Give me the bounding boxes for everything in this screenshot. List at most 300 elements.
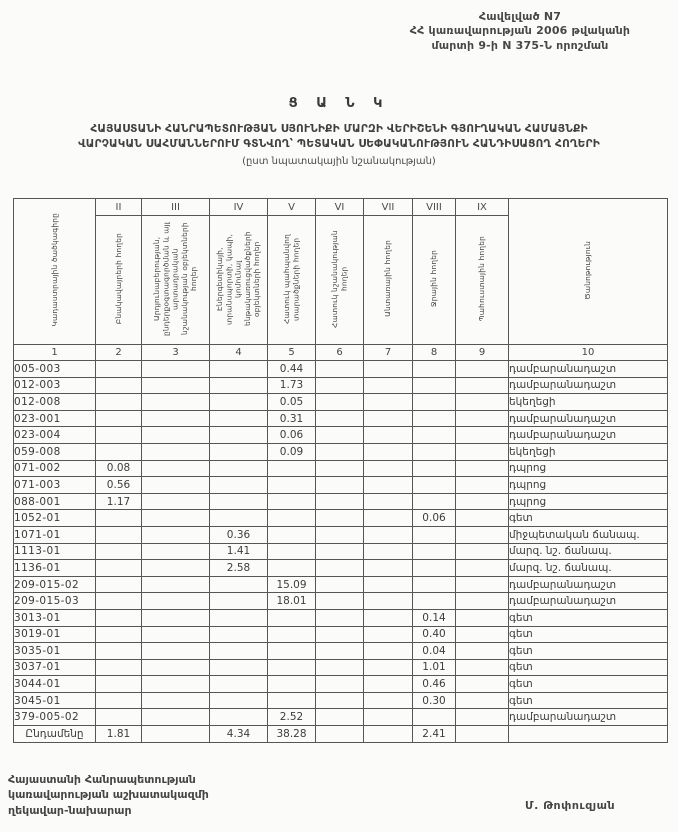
roman-numeral-IX: IX: [456, 199, 509, 216]
roman-numeral-VIII: VIII: [413, 199, 456, 216]
cell-value-col9: [456, 543, 509, 560]
cell-value-col8: 0.04: [413, 643, 456, 660]
cell-value-col9: [456, 477, 509, 494]
cell-note: դամբարանադաշտ: [509, 576, 668, 593]
cell-value-col2: [96, 394, 142, 411]
roman-numeral-V: V: [268, 199, 316, 216]
cell-note: դպրոց: [509, 460, 668, 477]
cell-code: 1136-01: [14, 560, 96, 577]
cell-value-col7: [364, 477, 413, 494]
cell-code: 3035-01: [14, 643, 96, 660]
cell-note: գետ: [509, 676, 668, 693]
cell-note: դամբարանադաշտ: [509, 361, 668, 378]
cell-value-col7: [364, 493, 413, 510]
table-body: [14, 361, 668, 743]
cell-value-col8: 0.14: [413, 609, 456, 626]
cell-value-col4: [210, 659, 268, 676]
column-header-9-label: Պահուստային հողեր: [477, 235, 487, 322]
table-row: [14, 460, 668, 477]
table-row: [14, 394, 668, 411]
total-value-col4: 4.34: [210, 726, 268, 743]
table-row: [14, 676, 668, 693]
cell-value-col9: [456, 609, 509, 626]
cell-code: 209-015-03: [14, 593, 96, 610]
cell-value-col7: [364, 510, 413, 527]
land-parcel-table: [13, 198, 668, 743]
subtitle-line-1: ՀԱՅԱՍՏԱՆԻ ՀԱՆՐԱՊԵՏՈՒԹՅԱՆ ՍՅՈՒՆԻՔԻ ՄԱՐԶԻ ՎԵՐԻՇԵՆԻ ԳՅՈՒՂԱԿԱՆ ՀԱՄԱՅՆՔԻ: [90, 123, 588, 135]
cell-value-col6: [316, 709, 364, 726]
cell-value-col8: [413, 361, 456, 378]
cell-value-col9: [456, 394, 509, 411]
cell-value-col9: [456, 709, 509, 726]
column-header-3: [142, 216, 210, 345]
cell-value-col5: [268, 526, 316, 543]
table-row: [14, 576, 668, 593]
roman-numeral-VI: VI: [316, 199, 364, 216]
cell-value-col3: [142, 510, 210, 527]
cell-note: գետ: [509, 643, 668, 660]
cell-value-col7: [364, 659, 413, 676]
cell-value-col3: [142, 394, 210, 411]
cell-note: միջպետական ճանապ.: [509, 526, 668, 543]
table-row: [14, 609, 668, 626]
cell-value-col3: [142, 560, 210, 577]
cell-value-col9: [456, 510, 509, 527]
column-number-8: 8: [413, 345, 456, 361]
cell-value-col7: [364, 410, 413, 427]
cell-code: 1071-01: [14, 526, 96, 543]
cell-value-col7: [364, 560, 413, 577]
column-number-7: 7: [364, 345, 413, 361]
total-value-col2: 1.81: [96, 726, 142, 743]
roman-numeral-II: II: [96, 199, 142, 216]
cell-code: 071-003: [14, 477, 96, 494]
cell-value-col8: [413, 394, 456, 411]
cell-value-col8: 0.30: [413, 692, 456, 709]
table-row: [14, 510, 668, 527]
cell-value-col5: 0.05: [268, 394, 316, 411]
table-row: [14, 593, 668, 610]
cell-value-col3: [142, 609, 210, 626]
cell-value-col6: [316, 361, 364, 378]
cell-note: գետ: [509, 609, 668, 626]
roman-numeral-VII: VII: [364, 199, 413, 216]
cell-note: գետ: [509, 659, 668, 676]
cell-value-col7: [364, 692, 413, 709]
cell-value-col9: [456, 560, 509, 577]
column-header-1: [14, 199, 96, 345]
cell-code: 071-002: [14, 460, 96, 477]
cell-value-col7: [364, 593, 413, 610]
cell-value-col4: [210, 477, 268, 494]
appendix-number: Հավելված N7: [478, 10, 562, 23]
total-label: Ընդամենը: [14, 726, 96, 743]
header-roman-row: [14, 199, 668, 216]
cell-value-col5: [268, 643, 316, 660]
cell-value-col7: [364, 626, 413, 643]
cell-value-col2: [96, 510, 142, 527]
cell-value-col5: 2.52: [268, 709, 316, 726]
cell-value-col3: [142, 526, 210, 543]
column-header-5-label: Հատուկ պահպանվող տարածքների հողեր: [282, 233, 301, 324]
column-header-10-label: Ծանոթություն: [583, 240, 593, 300]
cell-value-col3: [142, 709, 210, 726]
cell-value-col8: [413, 576, 456, 593]
cell-value-col9: [456, 460, 509, 477]
cell-value-col6: [316, 460, 364, 477]
cell-code: 005-003: [14, 361, 96, 378]
cell-value-col7: [364, 361, 413, 378]
cell-value-col2: [96, 709, 142, 726]
table-row: [14, 543, 668, 560]
cell-value-col6: [316, 593, 364, 610]
column-number-6: 6: [316, 345, 364, 361]
cell-value-col7: [364, 394, 413, 411]
cell-value-col2: [96, 560, 142, 577]
cell-value-col8: 0.06: [413, 510, 456, 527]
cell-value-col6: [316, 394, 364, 411]
cell-value-col5: [268, 609, 316, 626]
table-total-row: [14, 726, 668, 743]
cell-value-col7: [364, 460, 413, 477]
cell-code: 3013-01: [14, 609, 96, 626]
total-value-col9: [456, 726, 509, 743]
cell-note: դամբարանադաշտ: [509, 427, 668, 444]
appendix-reference: [370, 10, 670, 53]
cell-value-col2: [96, 576, 142, 593]
cell-value-col6: [316, 443, 364, 460]
cell-value-col7: [364, 576, 413, 593]
cell-value-col3: [142, 443, 210, 460]
cell-value-col4: [210, 576, 268, 593]
cell-value-col4: [210, 443, 268, 460]
cell-value-col7: [364, 526, 413, 543]
cell-value-col2: [96, 593, 142, 610]
cell-value-col7: [364, 643, 413, 660]
cell-code: 379-005-02: [14, 709, 96, 726]
cell-note: դամբարանադաշտ: [509, 410, 668, 427]
table-row: [14, 560, 668, 577]
roman-numeral-IV: IV: [210, 199, 268, 216]
cell-value-col6: [316, 643, 364, 660]
cell-value-col5: 15.09: [268, 576, 316, 593]
cell-value-col4: [210, 593, 268, 610]
cell-value-col2: [96, 626, 142, 643]
column-header-10: [509, 199, 668, 345]
cell-code: 023-004: [14, 427, 96, 444]
signature-name: Մ. Թոփուզյան: [525, 799, 616, 812]
cell-value-col6: [316, 576, 364, 593]
column-header-7: [364, 216, 413, 345]
cell-value-col9: [456, 427, 509, 444]
cell-value-col5: [268, 460, 316, 477]
cell-value-col3: [142, 659, 210, 676]
cell-value-col8: [413, 493, 456, 510]
column-header-6-label: Հատուկ նշանակության հողեր: [330, 229, 349, 328]
cell-value-col4: [210, 493, 268, 510]
cell-value-col8: 0.40: [413, 626, 456, 643]
cell-value-col9: [456, 676, 509, 693]
table-row: [14, 526, 668, 543]
cell-value-col3: [142, 692, 210, 709]
cell-value-col3: [142, 543, 210, 560]
signer-title-line-1: Հայաստանի Հանրապետության: [8, 773, 196, 786]
column-header-2-label: Բնակավայրերի հողեր: [113, 232, 123, 325]
cell-note: գետ: [509, 510, 668, 527]
signer-title-line-2: կառավարության աշխատակազմի: [8, 788, 209, 802]
cell-value-col5: 1.73: [268, 377, 316, 394]
cell-value-col8: 0.46: [413, 676, 456, 693]
column-number-10: 10: [509, 345, 668, 361]
cell-value-col7: [364, 609, 413, 626]
cell-value-col4: [210, 626, 268, 643]
cell-value-col6: [316, 560, 364, 577]
cell-value-col6: [316, 410, 364, 427]
table-row: [14, 377, 668, 394]
cell-value-col3: [142, 427, 210, 444]
cell-value-col2: 1.17: [96, 493, 142, 510]
column-header-1-label: Կադաստրային ծածկագիրը: [49, 213, 59, 327]
cell-value-col2: [96, 643, 142, 660]
cell-value-col3: [142, 493, 210, 510]
cell-value-col8: 1.01: [413, 659, 456, 676]
column-number-3: 3: [142, 345, 210, 361]
cell-value-col4: [210, 427, 268, 444]
cell-value-col4: [210, 643, 268, 660]
cell-value-col2: [96, 526, 142, 543]
cell-value-col6: [316, 377, 364, 394]
cell-value-col7: [364, 377, 413, 394]
cell-note: դամբարանադաշտ: [509, 709, 668, 726]
table-row: [14, 443, 668, 460]
cell-value-col2: [96, 427, 142, 444]
signer-title-block: [8, 772, 209, 818]
cell-value-col5: [268, 692, 316, 709]
roman-numeral-III: III: [142, 199, 210, 216]
cell-value-col9: [456, 410, 509, 427]
cell-value-col6: [316, 477, 364, 494]
page-subtitle: [6, 122, 672, 152]
cell-code: 023-001: [14, 410, 96, 427]
cell-code: 3019-01: [14, 626, 96, 643]
cell-value-col4: [210, 709, 268, 726]
cell-value-col6: [316, 510, 364, 527]
cell-value-col7: [364, 676, 413, 693]
cell-value-col5: 18.01: [268, 593, 316, 610]
cell-value-col5: [268, 477, 316, 494]
table-row: [14, 659, 668, 676]
cell-value-col2: [96, 361, 142, 378]
cell-value-col2: [96, 443, 142, 460]
cell-value-col2: [96, 692, 142, 709]
cell-value-col8: [413, 526, 456, 543]
cell-value-col9: [456, 493, 509, 510]
table-row: [14, 477, 668, 494]
cell-value-col3: [142, 477, 210, 494]
cell-note: եկեղեցի: [509, 443, 668, 460]
cell-value-col5: 0.31: [268, 410, 316, 427]
cell-note: դպրոց: [509, 493, 668, 510]
cell-value-col6: [316, 626, 364, 643]
cell-value-col6: [316, 543, 364, 560]
column-number-9: 9: [456, 345, 509, 361]
table-row: [14, 410, 668, 427]
cell-value-col6: [316, 493, 364, 510]
cell-value-col6: [316, 676, 364, 693]
cell-value-col2: 0.56: [96, 477, 142, 494]
cell-value-col9: [456, 692, 509, 709]
total-note: [509, 726, 668, 743]
column-header-8-label: Ջրային հողեր: [429, 249, 439, 308]
subtitle-note: (ըստ նպատակային նշանակության): [242, 156, 436, 167]
cell-value-col6: [316, 659, 364, 676]
signer-title-line-3: ղեկավար-նախարար: [8, 803, 132, 817]
column-header-6: [316, 216, 364, 345]
cell-code: 1113-01: [14, 543, 96, 560]
cell-value-col3: [142, 410, 210, 427]
cell-value-col6: [316, 609, 364, 626]
column-header-8: [413, 216, 456, 345]
column-header-9: [456, 216, 509, 345]
cell-value-col4: [210, 609, 268, 626]
cell-value-col9: [456, 443, 509, 460]
total-value-col8: 2.41: [413, 726, 456, 743]
cell-value-col5: [268, 560, 316, 577]
cell-value-col9: [456, 626, 509, 643]
column-number-2: 2: [96, 345, 142, 361]
cell-value-col8: [413, 460, 456, 477]
cell-value-col5: [268, 510, 316, 527]
cell-value-col9: [456, 526, 509, 543]
total-value-col6: [316, 726, 364, 743]
cell-value-col9: [456, 377, 509, 394]
cell-value-col8: [413, 543, 456, 560]
cell-value-col9: [456, 643, 509, 660]
column-number-4: 4: [210, 345, 268, 361]
cell-code: 088-001: [14, 493, 96, 510]
cell-note: եկեղեցի: [509, 394, 668, 411]
subtitle-line-2: ՎԱՐՉԱԿԱՆ ՍԱՀՄԱՆՆԵՐՈՒՄ ԳՏՆՎՈՂ՝ ՊԵՏԱԿԱՆ ՍԵՓԱԿԱՆՈՒԹՅՈՒՆ ՀԱՆԴԻՍԱՑՈՂ ՀՈՂԵՐԻ: [78, 138, 600, 151]
cell-value-col7: [364, 427, 413, 444]
cell-value-col3: [142, 361, 210, 378]
cell-value-col7: [364, 543, 413, 560]
cell-value-col4: 0.36: [210, 526, 268, 543]
cell-value-col4: [210, 676, 268, 693]
total-value-col7: [364, 726, 413, 743]
cell-code: 059-008: [14, 443, 96, 460]
table-row: [14, 427, 668, 444]
cell-value-col6: [316, 427, 364, 444]
cell-value-col5: [268, 659, 316, 676]
cell-value-col5: [268, 676, 316, 693]
cell-code: 3037-01: [14, 659, 96, 676]
cell-value-col2: [96, 609, 142, 626]
cell-value-col5: 0.09: [268, 443, 316, 460]
cell-value-col4: [210, 361, 268, 378]
table-row: [14, 643, 668, 660]
cell-note: գետ: [509, 626, 668, 643]
cell-value-col7: [364, 709, 413, 726]
column-header-4-label: Էներգետիկայի, տրանսպորտի, կապի, կոմունալ ենթակառուցվածքների օբյեկտների հողեր: [215, 231, 262, 326]
cell-value-col2: [96, 659, 142, 676]
table-row: [14, 361, 668, 378]
cell-value-col4: [210, 394, 268, 411]
cell-value-col4: [210, 460, 268, 477]
page-title: Ց Ա Ն Կ: [288, 96, 390, 111]
cell-value-col8: [413, 377, 456, 394]
cell-code: 3044-01: [14, 676, 96, 693]
cell-value-col4: 1.41: [210, 543, 268, 560]
column-header-7-label: Անտառային հողեր: [383, 240, 393, 317]
appendix-decree-line2: մարտի 9-ի N 375-Ն որոշման: [431, 38, 609, 52]
cell-value-col3: [142, 643, 210, 660]
cell-value-col3: [142, 593, 210, 610]
cell-value-col9: [456, 659, 509, 676]
cell-value-col7: [364, 443, 413, 460]
cell-value-col9: [456, 593, 509, 610]
total-value-col5: 38.28: [268, 726, 316, 743]
cell-value-col5: [268, 493, 316, 510]
cell-value-col3: [142, 377, 210, 394]
cell-value-col4: [210, 410, 268, 427]
column-header-2: [96, 216, 142, 345]
cell-value-col8: [413, 410, 456, 427]
cell-value-col2: [96, 377, 142, 394]
table-row: [14, 493, 668, 510]
cell-note: դպրոց: [509, 477, 668, 494]
cell-value-col9: [456, 361, 509, 378]
table-header: [14, 199, 668, 361]
cell-value-col6: [316, 526, 364, 543]
appendix-decree-line1: ՀՀ կառավարության 2006 թվականի: [409, 24, 631, 38]
cell-value-col9: [456, 576, 509, 593]
column-header-4: [210, 216, 268, 345]
cell-note: դամբարանադաշտ: [509, 377, 668, 394]
cell-value-col8: [413, 560, 456, 577]
cell-code: 1052-01: [14, 510, 96, 527]
column-header-5: [268, 216, 316, 345]
cell-value-col5: [268, 543, 316, 560]
cell-value-col8: [413, 443, 456, 460]
column-number-5: 5: [268, 345, 316, 361]
cell-value-col3: [142, 460, 210, 477]
table-row: [14, 692, 668, 709]
cell-value-col8: [413, 709, 456, 726]
column-number-1: 1: [14, 345, 96, 361]
cell-value-col8: [413, 593, 456, 610]
cell-value-col4: [210, 377, 268, 394]
cell-code: 012-003: [14, 377, 96, 394]
cell-value-col5: 0.06: [268, 427, 316, 444]
column-header-3-label: Արդյունաբերության, ընդերքօգտագործման և այլ արտադրական նշանակության օբյեկտների հողեր: [152, 221, 199, 336]
cell-value-col8: [413, 477, 456, 494]
cell-note: մարզ. նշ. ճանապ.: [509, 543, 668, 560]
cell-value-col5: 0.44: [268, 361, 316, 378]
cell-value-col4: [210, 510, 268, 527]
header-number-row: [14, 345, 668, 361]
cell-value-col3: [142, 576, 210, 593]
cell-note: մարզ. նշ. ճանապ.: [509, 560, 668, 577]
table-row: [14, 709, 668, 726]
cell-value-col5: [268, 626, 316, 643]
cell-note: գետ: [509, 692, 668, 709]
cell-value-col4: [210, 692, 268, 709]
cell-value-col2: [96, 410, 142, 427]
cell-code: 3045-01: [14, 692, 96, 709]
cell-value-col6: [316, 692, 364, 709]
cell-value-col4: 2.58: [210, 560, 268, 577]
cell-code: 012-008: [14, 394, 96, 411]
